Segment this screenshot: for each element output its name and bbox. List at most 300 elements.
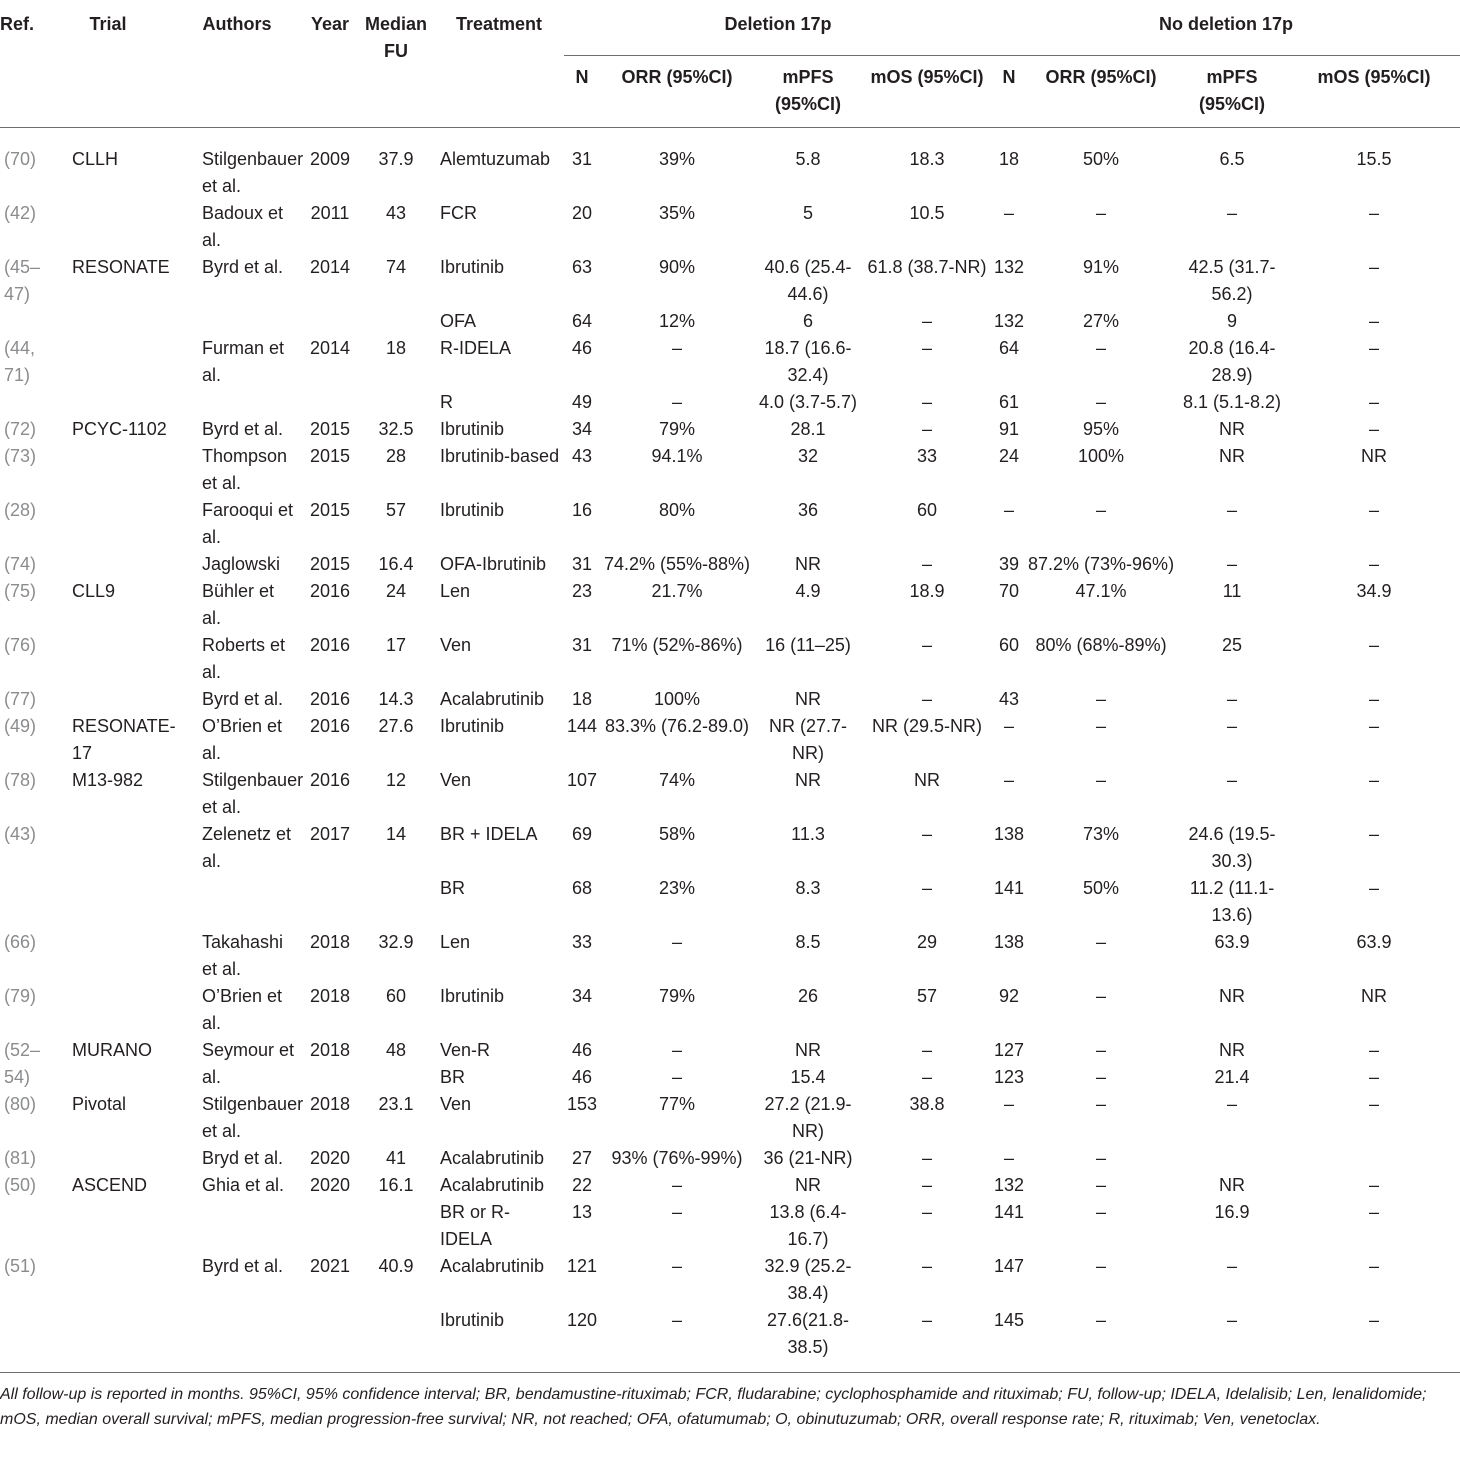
cell-ref — [0, 632, 44, 686]
cell-value: NR (29.5-NR) — [872, 715, 983, 736]
cell-value: Ibrutinib-based — [440, 445, 560, 466]
cell-dpfs — [754, 551, 862, 578]
cell-ref — [0, 551, 44, 578]
table-row — [0, 335, 1460, 389]
cell-year — [302, 308, 358, 335]
cell-value: 32.5 — [378, 418, 414, 439]
cell-value: NR — [1361, 445, 1388, 466]
cell-tx — [434, 875, 564, 929]
cell-value: 37.9 — [378, 148, 414, 169]
cell-value: – — [1096, 1039, 1107, 1060]
cell-value: Ven-R — [440, 1039, 491, 1060]
cell-value: (81) — [4, 1147, 37, 1168]
cell-dos — [862, 497, 992, 551]
cell-value: (73) — [4, 445, 37, 466]
cell-fu — [358, 200, 434, 254]
cell-dorr — [600, 821, 754, 875]
cell-ref — [0, 983, 44, 1037]
cell-value: 60 — [917, 499, 938, 520]
table-row — [0, 578, 1460, 632]
cell-value: Ibrutinib — [440, 256, 505, 277]
cell-ref — [0, 1307, 44, 1372]
cell-nn — [992, 686, 1026, 713]
cell-value: 63.9 — [1356, 931, 1392, 952]
cell-value: 2016 — [309, 715, 351, 736]
cell-nn — [992, 389, 1026, 416]
cell-value: 11.2 (11.1-13.6) — [1189, 877, 1275, 925]
cell-dn — [564, 686, 600, 713]
cell-tx — [434, 1199, 564, 1253]
cell-dorr — [600, 1172, 754, 1199]
cell-dorr — [600, 443, 754, 497]
cell-nn — [992, 713, 1026, 767]
cell-dos — [862, 632, 992, 686]
cell-dos — [862, 200, 992, 254]
cell-fu — [358, 1145, 434, 1172]
cell-nos — [1288, 551, 1460, 578]
cell-norr — [1026, 443, 1176, 497]
cell-value: – — [671, 1174, 682, 1195]
cell-dos — [862, 1037, 992, 1091]
cell-value: NR — [1219, 1039, 1246, 1060]
cell-ref — [0, 1172, 44, 1199]
cell-value-2: 46 — [571, 1066, 593, 1087]
cell-dorr — [600, 1253, 754, 1307]
cell-value: 18 — [385, 337, 407, 358]
cell-norr — [1026, 1199, 1176, 1253]
cell-year — [302, 127, 358, 200]
cell-nos — [1288, 1091, 1460, 1145]
cell-fu — [358, 335, 434, 389]
cell-norr — [1026, 929, 1176, 983]
cell-ref — [0, 821, 44, 875]
cell-norr — [1026, 1253, 1176, 1307]
cell-value: 27 — [571, 1147, 593, 1168]
cell-dorr — [600, 127, 754, 200]
cell-value: Ghia et al. — [202, 1174, 285, 1195]
cell-value: 35% — [658, 202, 696, 223]
cell-value: 24 — [999, 445, 1020, 466]
cell-fu — [358, 578, 434, 632]
cell-value: BR + IDELA — [440, 823, 538, 844]
cell-value: – — [671, 337, 682, 358]
cell-authors — [172, 1091, 302, 1145]
cell-value: 16.9 — [1214, 1201, 1250, 1222]
cell-value: O’Brien et al. — [202, 715, 283, 763]
cell-tx — [434, 254, 564, 308]
cell-norr — [1026, 713, 1176, 767]
cell-dos — [862, 686, 992, 713]
col-del-n: N — [564, 56, 600, 127]
cell-value: 4.0 (3.7-5.7) — [758, 391, 858, 412]
cell-dorr — [600, 200, 754, 254]
cell-value: 40.6 (25.4-44.6) — [764, 256, 852, 304]
cell-value: – — [1096, 1255, 1107, 1276]
cell-value: Ven — [440, 634, 472, 655]
cell-authors — [172, 1037, 302, 1091]
cell-value: – — [1369, 337, 1380, 358]
cell-tx — [434, 416, 564, 443]
cell-npfs — [1176, 1091, 1288, 1145]
cell-value: (70) — [4, 148, 37, 169]
cell-value: – — [1227, 499, 1238, 520]
cell-authors — [172, 200, 302, 254]
cell-value: 74% — [658, 769, 696, 790]
cell-npfs — [1176, 686, 1288, 713]
cell-value: 64 — [999, 337, 1020, 358]
cell-dorr — [600, 632, 754, 686]
cell-dn — [564, 416, 600, 443]
cell-value: 2020 — [309, 1147, 351, 1168]
cell-trial — [44, 1091, 172, 1145]
cell-value: – — [922, 1147, 933, 1168]
cell-year — [302, 713, 358, 767]
cell-value: 60 — [385, 985, 407, 1006]
cell-dorr — [600, 497, 754, 551]
cell-value: 2021 — [309, 1255, 351, 1276]
cell-nos — [1288, 1307, 1460, 1372]
cell-value: (42) — [4, 202, 37, 223]
cell-trial — [44, 200, 172, 254]
cell-dn — [564, 551, 600, 578]
cell-dpfs — [754, 875, 862, 929]
cell-value: 14 — [385, 823, 407, 844]
cell-dpfs — [754, 200, 862, 254]
cell-value: 23.1 — [378, 1093, 414, 1114]
group-no-deletion-17p-label: No deletion 17p — [1159, 14, 1294, 34]
cell-value: 2018 — [309, 1093, 351, 1114]
cell-value: – — [1227, 688, 1238, 709]
cell-nos — [1288, 416, 1460, 443]
cell-value: – — [1096, 769, 1107, 790]
cell-value: 24 — [385, 580, 407, 601]
cell-dorr — [600, 578, 754, 632]
table-row — [0, 767, 1460, 821]
cell-npfs — [1176, 1172, 1288, 1199]
cell-nos — [1288, 1037, 1460, 1091]
col-nodel-mpfs: mPFS (95%CI) — [1176, 56, 1288, 127]
cell-value: 71% (52%-86%) — [611, 634, 743, 655]
cell-year — [302, 929, 358, 983]
cell-tx — [434, 389, 564, 416]
cell-value: 27.2 (21.9-NR) — [764, 1093, 852, 1141]
cell-fu — [358, 875, 434, 929]
cell-trial — [44, 713, 176, 767]
cell-nos — [1288, 983, 1460, 1037]
cell-dos — [862, 929, 992, 983]
cell-dpfs — [754, 1253, 862, 1307]
cell-value: 132 — [994, 1174, 1025, 1195]
cell-dn — [564, 1199, 600, 1253]
cell-authors — [172, 632, 302, 686]
cell-value: – — [671, 1255, 682, 1276]
cell-ref — [0, 389, 44, 416]
cell-fu — [358, 1037, 434, 1091]
cell-nn — [992, 335, 1026, 389]
cell-value: Byrd et al. — [202, 418, 284, 439]
cell-value: 2016 — [309, 769, 351, 790]
cell-tx — [434, 632, 564, 686]
cell-trial — [44, 1037, 172, 1091]
cell-value: – — [1096, 1174, 1107, 1195]
cell-authors — [172, 578, 302, 632]
table-row — [0, 713, 1460, 767]
cell-value: – — [671, 1309, 682, 1330]
cell-year — [302, 983, 358, 1037]
cell-year — [302, 1307, 358, 1372]
cell-value: 57 — [385, 499, 407, 520]
cell-npfs — [1176, 1253, 1288, 1307]
cell-value: (77) — [4, 688, 37, 709]
cell-trial — [44, 875, 172, 929]
cell-value: Bühler et al. — [202, 580, 275, 628]
cell-dpfs — [754, 1172, 862, 1199]
cell-value: 100% — [1078, 445, 1125, 466]
cell-value: NR — [1361, 985, 1388, 1006]
cell-npfs — [1176, 875, 1288, 929]
cell-value: – — [1096, 1147, 1107, 1168]
cell-value: 13.8 (6.4-16.7) — [769, 1201, 847, 1249]
cell-value: 144 — [566, 715, 598, 736]
cell-value: (43) — [4, 823, 37, 844]
cell-npfs — [1176, 335, 1288, 389]
cell-value: – — [1227, 1309, 1238, 1330]
cell-authors — [172, 308, 302, 335]
cell-year — [302, 443, 358, 497]
cell-dn — [564, 497, 600, 551]
cell-npfs — [1176, 416, 1288, 443]
cell-dpfs — [754, 686, 862, 713]
cell-year — [302, 389, 358, 416]
cell-fu — [358, 686, 434, 713]
cell-value: 121 — [566, 1255, 598, 1276]
cell-value: 93% (76%-99%) — [611, 1147, 743, 1168]
cell-value: 48 — [385, 1039, 407, 1060]
cell-nos — [1288, 1172, 1460, 1199]
cell-value: – — [922, 553, 933, 574]
cell-value: 43 — [385, 202, 407, 223]
cell-value: BR or R-IDELA — [440, 1201, 511, 1249]
cell-nos — [1288, 875, 1460, 929]
cell-value: – — [1004, 499, 1015, 520]
cell-norr — [1026, 1037, 1176, 1091]
cell-value: (51) — [4, 1255, 37, 1276]
cell-trial — [44, 767, 172, 821]
cell-trial — [44, 1307, 172, 1372]
cell-value-2: – — [671, 1066, 682, 1087]
cell-norr — [1026, 1145, 1176, 1172]
cell-value: Len — [440, 580, 471, 601]
cell-value: Bryd et al. — [202, 1147, 284, 1168]
cell-year — [302, 821, 358, 875]
cell-tx — [434, 983, 564, 1037]
cell-nos — [1288, 443, 1460, 497]
cell-value: 58% — [658, 823, 696, 844]
cell-norr — [1026, 1091, 1176, 1145]
cell-authors — [172, 713, 302, 767]
cell-value: 2015 — [309, 418, 351, 439]
cell-norr — [1026, 578, 1176, 632]
table-row — [0, 254, 1460, 308]
cell-value: NR — [914, 769, 941, 790]
cell-trial — [44, 929, 172, 983]
cell-fu — [358, 1307, 434, 1372]
cell-value: 69 — [571, 823, 593, 844]
table-row — [0, 308, 1460, 335]
cell-trial — [44, 389, 172, 416]
cell-value: 12 — [385, 769, 407, 790]
cell-value: 120 — [566, 1309, 598, 1330]
cell-nn — [992, 875, 1026, 929]
cell-value: – — [1004, 769, 1015, 790]
cell-value: OFA-Ibrutinib — [440, 553, 547, 574]
cell-value: 50% — [1083, 877, 1120, 898]
cell-value: (79) — [4, 985, 37, 1006]
cell-value: 18 — [571, 688, 593, 709]
cell-value: 73% — [1083, 823, 1120, 844]
cell-dos — [862, 127, 992, 200]
cell-value: PCYC-1102 — [72, 418, 167, 439]
cell-value: 32 — [797, 445, 819, 466]
cell-value: 16.4 — [378, 553, 414, 574]
cell-value: – — [922, 1255, 933, 1276]
cell-tx — [434, 551, 564, 578]
col-year: Year — [310, 14, 350, 34]
cell-trial — [44, 821, 172, 875]
cell-value: Acalabrutinib — [440, 688, 545, 709]
cell-dpfs — [754, 308, 862, 335]
cell-dorr — [600, 875, 754, 929]
cell-nn — [992, 254, 1026, 308]
cell-year — [302, 1037, 358, 1091]
cell-norr — [1026, 389, 1176, 416]
cell-value: 95% — [1083, 418, 1120, 439]
cell-value: Len — [440, 931, 471, 952]
cell-dn — [564, 929, 600, 983]
cell-year — [302, 686, 358, 713]
cell-value: 2015 — [309, 553, 351, 574]
cell-value: 20.8 (16.4-28.9) — [1188, 337, 1276, 385]
cell-nn — [992, 1172, 1026, 1199]
cell-nos — [1288, 335, 1460, 389]
table-body — [0, 127, 1460, 1372]
cell-value: NR — [795, 553, 821, 574]
cell-authors — [172, 929, 302, 983]
cell-nn — [992, 821, 1026, 875]
cell-trial — [44, 983, 172, 1037]
cell-value: – — [1227, 769, 1238, 790]
cell-value: 43 — [999, 688, 1020, 709]
cell-norr — [1026, 127, 1176, 200]
cell-ref — [0, 443, 44, 497]
cell-dpfs — [754, 983, 862, 1037]
cell-dos — [862, 416, 992, 443]
cell-npfs — [1176, 632, 1288, 686]
cell-value: 49 — [571, 391, 593, 412]
cell-value: 80% — [658, 499, 696, 520]
cell-nn — [992, 200, 1026, 254]
cell-value: 43 — [571, 445, 593, 466]
cell-value: – — [1369, 1201, 1380, 1222]
cell-value: – — [1004, 1093, 1015, 1114]
cell-nos — [1288, 1199, 1460, 1253]
cell-trial — [44, 335, 172, 389]
cell-dos — [862, 308, 992, 335]
cell-fu — [358, 767, 434, 821]
cell-value: NR — [795, 769, 821, 790]
cell-dpfs — [754, 1199, 862, 1253]
cell-npfs — [1176, 308, 1288, 335]
col-treatment: Treatment — [455, 14, 543, 34]
cell-value: 8.3 — [795, 877, 821, 898]
cell-value: NR — [795, 1039, 821, 1060]
cell-value: 2016 — [309, 634, 351, 655]
cell-fu — [358, 929, 434, 983]
table-row — [0, 497, 1460, 551]
cell-value: – — [671, 931, 682, 952]
cell-value: 100% — [653, 688, 701, 709]
cell-value: NR — [1219, 985, 1246, 1006]
cell-npfs — [1176, 443, 1288, 497]
cell-dos — [862, 578, 992, 632]
cell-dpfs — [754, 578, 862, 632]
cell-tx — [434, 1307, 564, 1372]
cell-value: – — [1369, 634, 1380, 655]
cell-value: – — [922, 877, 933, 898]
cell-value: – — [922, 310, 933, 331]
cell-value: – — [671, 391, 682, 412]
cell-dn — [564, 983, 600, 1037]
table-row — [0, 416, 1460, 443]
cell-value: 18.3 — [909, 148, 945, 169]
cell-value: 74.2% (55%-88%) — [603, 553, 751, 574]
cell-trial — [44, 416, 172, 443]
cell-value: Ven — [440, 769, 472, 790]
cell-year — [302, 416, 358, 443]
cell-npfs — [1176, 983, 1288, 1037]
cell-value: 41 — [385, 1147, 407, 1168]
cell-value: Acalabrutinib — [440, 1174, 545, 1195]
cell-year — [302, 551, 358, 578]
cell-value: (44, 71) — [4, 337, 36, 385]
cell-value: – — [1369, 553, 1380, 574]
cell-value: (50) — [4, 1174, 37, 1195]
cell-value: 10.5 — [909, 202, 945, 223]
cell-value: R — [440, 391, 453, 412]
cell-value-2: BR — [440, 1066, 466, 1087]
cell-trial — [44, 686, 172, 713]
cell-ref — [0, 1091, 44, 1145]
cell-value: Thompson et al. — [202, 445, 288, 493]
cell-value: 12% — [658, 310, 696, 331]
cell-dn — [564, 127, 600, 200]
cell-dn — [564, 1307, 600, 1372]
cell-value: 36 — [797, 499, 819, 520]
cell-tx — [434, 335, 564, 389]
cell-value: – — [1227, 553, 1238, 574]
cell-value: 2015 — [309, 445, 351, 466]
cell-norr — [1026, 632, 1176, 686]
cell-value: 33 — [571, 931, 593, 952]
cell-value: 4.9 — [795, 580, 821, 601]
cell-value-2: 15.4 — [790, 1066, 826, 1087]
cell-value: MURANO — [72, 1039, 152, 1060]
cell-fu — [358, 443, 434, 497]
cell-authors — [172, 416, 302, 443]
cell-value: 15.5 — [1356, 148, 1392, 169]
cell-dos — [862, 767, 992, 821]
cell-norr — [1026, 416, 1176, 443]
